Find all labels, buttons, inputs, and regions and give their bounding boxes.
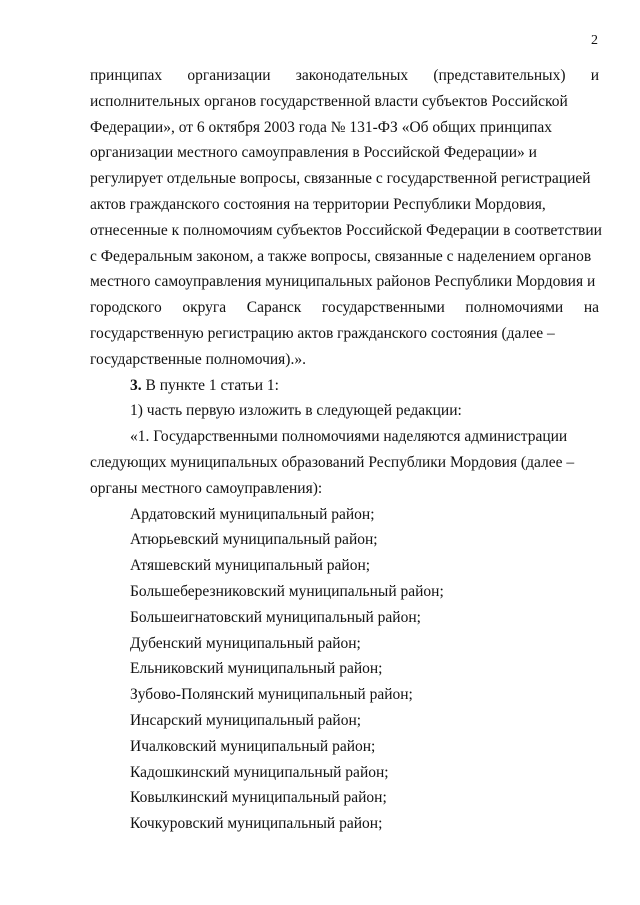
paragraph-line: государственные полномочия).».: [90, 350, 306, 368]
paragraph-line: следующих муниципальных образований Республики Мордовия (далее –: [90, 453, 575, 471]
word: государственными: [321, 299, 445, 317]
word: на: [583, 299, 599, 317]
word: (представительных): [433, 67, 566, 84]
word: полномочиями: [465, 299, 564, 317]
word: округа: [182, 299, 227, 317]
paragraph-line: «1. Государственными полномочиями наделяются администрации: [130, 428, 568, 446]
district-list-item: Зубово-Полянский муниципальный район;: [130, 686, 413, 704]
subitem-line: 1) часть первую изложить в следующей редакции:: [130, 402, 462, 420]
paragraph-line: государственную регистрацию актов гражданского состояния (далее –: [90, 324, 555, 342]
paragraph-line: Федерации», от 6 октября 2003 года № 131-ФЗ «Об общих принципах: [90, 118, 553, 136]
item-number: 3.: [130, 376, 142, 394]
item-text: В пункте 1 статьи 1:: [141, 376, 279, 394]
paragraph-line: регулирует отдельные вопросы, связанные с государственной регистрацией: [90, 170, 591, 188]
district-list-item: Дубенский муниципальный район;: [130, 634, 361, 652]
paragraph-line: организации местного самоуправления в Российской Федерации» и: [90, 144, 537, 162]
paragraph-line: органы местного самоуправления):: [90, 479, 323, 497]
paragraph-line: отнесенные к полномочиям субъектов Российской Федерации в соответствии: [90, 221, 602, 239]
item-heading: [90, 373, 599, 399]
paragraph-line: местного самоуправления муниципальных районов Республики Мордовия и: [90, 273, 596, 291]
paragraph-line: актов гражданского состояния на территории Республики Мордовия,: [90, 195, 546, 213]
district-list-item: Ельниковский муниципальный район;: [130, 660, 383, 678]
district-list-item: Кочкуровский муниципальный район;: [130, 815, 383, 833]
district-list-item: Атюрьевский муниципальный район;: [130, 531, 378, 549]
word: организации: [187, 67, 271, 84]
district-list-item: Кадошкинский муниципальный район;: [130, 763, 389, 781]
page-number: 2: [591, 33, 598, 48]
district-list-item: Большеберезниковский муниципальный район;: [130, 582, 444, 600]
district-list-item: Атяшевский муниципальный район;: [130, 557, 371, 575]
word: городского: [90, 299, 162, 317]
district-list-item: Ардатовский муниципальный район;: [130, 505, 375, 523]
district-list-item: Инсарский муниципальный район;: [130, 711, 362, 729]
word: принципах: [90, 67, 163, 84]
district-list-item: Ичалковский муниципальный район;: [130, 737, 376, 755]
word: Саранск: [246, 299, 302, 317]
document-body: [90, 63, 602, 837]
district-list-item: Ковылкинский муниципальный район;: [130, 789, 387, 807]
word: и: [590, 67, 599, 84]
paragraph-line: [90, 63, 599, 89]
word: законодательных: [295, 67, 409, 84]
paragraph-line: [90, 295, 599, 321]
paragraph-line: с Федеральным законом, а также вопросы, связанные с наделением органов: [90, 247, 592, 265]
paragraph-line: исполнительных органов государственной власти субъектов Российской: [90, 92, 568, 110]
district-list-item: Большеигнатовский муниципальный район;: [130, 608, 421, 626]
